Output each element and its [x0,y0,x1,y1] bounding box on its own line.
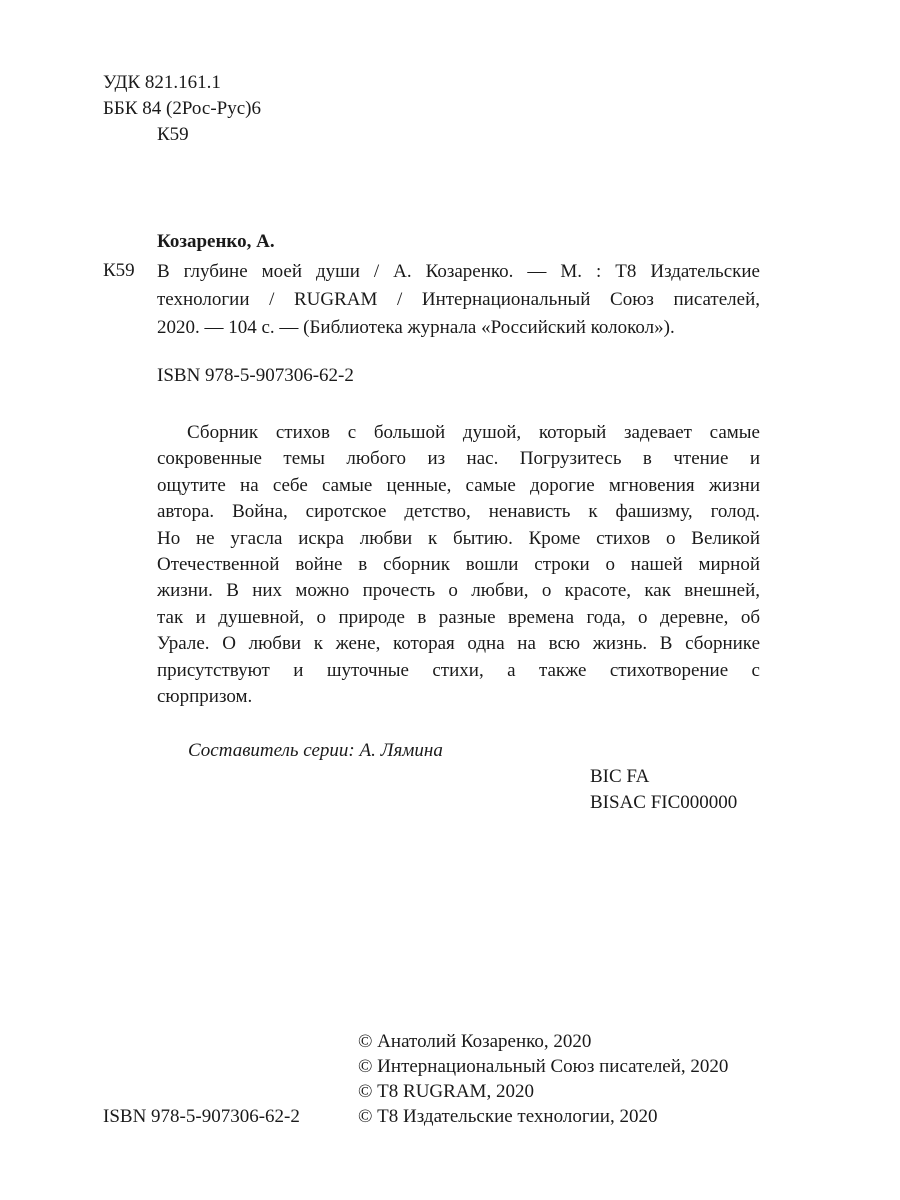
annotation-line: присутствуют и шуточные стихи, а также стихотворение с [157,659,760,681]
annotation-line: Отечественной войне в сборник вошли строки о нашей мирной [157,553,760,575]
record-isbn: ISBN 978-5-907306-62-2 [157,365,354,386]
biblio-line: В глубине моей души / А. Козаренко. — М. : Т8 Издательские [157,261,760,282]
annotation-line: Но не угасла искра любви к бытию. Кроме стихов о Великой [157,527,760,549]
biblio-line: 2020. — 104 с. — (Библиотека журнала «Российский колокол»). [157,317,675,338]
author-mark: К59 [157,124,189,145]
annotation-line: сокровенные темы любого из нас. Погрузитесь в чтение и [157,448,760,470]
bisac-code: BISAC FIC000000 [590,792,738,813]
annotation [157,420,760,710]
record-author-mark: К59 [103,260,135,281]
annotation-line: так и душевной, о природе в разные времена года, о деревне, об [157,606,760,628]
annotation-line: сюрпризом. [157,685,253,707]
annotation-line: Сборник стихов с большой душой, который задевает самые [187,422,760,443]
copyright-line: © Т8 RUGRAM, 2020 [358,1081,534,1102]
biblio-line: технологии / RUGRAM / Интернациональный Союз писателей, [157,289,760,310]
annotation-line: автора. Война, сиротское детство, ненависть к фашизму, голод. [157,501,760,523]
annotation-line: ощутите на себе самые ценные, самые дорогие мгновения жизни [157,474,760,496]
bibliographic-description [157,258,760,342]
footer-isbn: ISBN 978-5-907306-62-2 [103,1106,300,1127]
record-author: Козаренко, А. [157,231,275,252]
bic-code: BIC FA [590,766,650,787]
annotation-line: Урале. О любви к жене, которая одна на всю жизнь. В сборнике [157,633,760,655]
bbk-code: ББК 84 (2Рос-Рус)6 [103,98,261,119]
copyright-line: © Анатолий Козаренко, 2020 [358,1031,592,1052]
copyright-line: © Т8 Издательские технологии, 2020 [358,1106,658,1127]
copyright-line: © Интернациональный Союз писателей, 2020 [358,1056,729,1077]
udk-code: УДК 821.161.1 [103,72,221,93]
annotation-line: жизни. В них можно прочесть о любви, о красоте, как внешней, [157,580,760,602]
series-compiler: Составитель серии: А. Лямина [188,740,443,761]
